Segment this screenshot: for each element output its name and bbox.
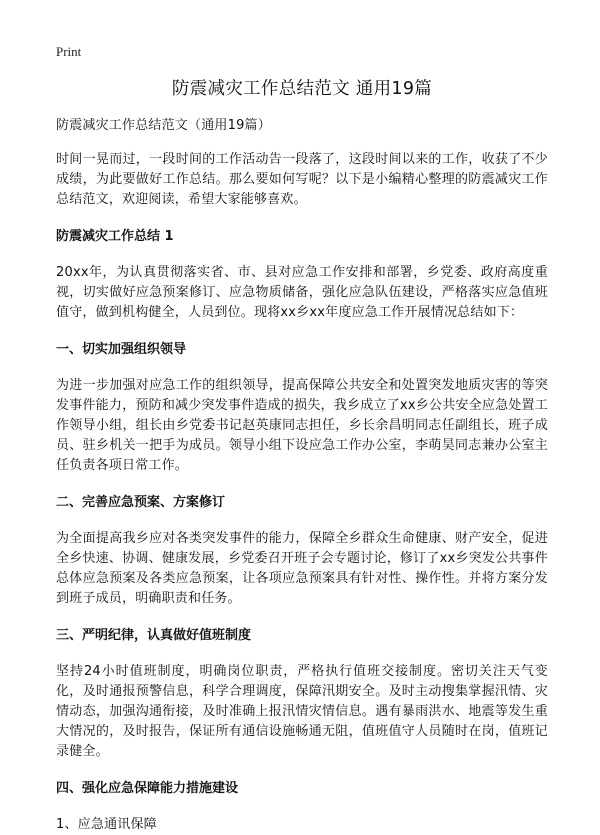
paragraph-duty-system: 坚持24小时值班制度，明确岗位职责，严格执行值班交接制度。密切关注天气变化，及时通报预警信息，科学合理调度，保障汛期安全。及时主动搜集掌握汛情、灾情动态，加强沟通衔接，及时准确上报汛情灾情信息。遇有暴雨洪水、地震等发生重大情况的，及时报告，保证所有通信设施畅通无阻，值班值守人员随时在岗，值班记录健全。 (56, 664, 548, 759)
heading-duty-system: 三、严明纪律，认真做好值班制度 (56, 628, 252, 643)
document-subtitle: 防震减灾工作总结范文（通用19篇） (56, 118, 271, 133)
paragraph-organization: 为进一步加强对应急工作的组织领导，提高保障公共安全和处置突发地质灾害的等突发事件能力，预防和减少突发事件造成的损失，我乡成立了xx乡公共安全应急处置工作领导小组，组长由乡党委书记赵英康同志担任，乡长余昌明同志任副组长，班子成员、驻乡机关一把手为成员。领导小组下设应急工作办公室，李萌昊同志兼办公室主任负责各项日常工作。 (56, 378, 548, 473)
intro-paragraph: 时间一晃而过，一段时间的工作活动告一段落了，这段时间以来的工作，收获了不少成绩，为此要做好工作总结。那么要如何写呢？以下是小编精心整理的防震减灾工作总结范文，欢迎阅读，希望大家能够喜欢。 (56, 152, 548, 207)
section-title: 防震减灾工作总结 1 (56, 229, 174, 244)
list-item: 1、应急通讯保障 (56, 817, 157, 832)
heading-plan-revision: 二、完善应急预案、方案修订 (56, 495, 226, 510)
page-title: 防震减灾工作总结范文 通用19篇 (171, 79, 433, 99)
section-paragraph: 20xx年，为认真贯彻落实省、市、县对应急工作安排和部署，乡党委、政府高度重视，切实做好应急预案修订、应急物质储备，强化应急队伍建设，严格落实应急值班值守，做到机构健全，人员到位。现将xx乡xx年度应急工作开展情况总结如下： (56, 265, 548, 320)
document-body (56, 76, 548, 835)
heading-organization: 一、切实加强组织领导 (56, 342, 187, 357)
heading-emergency-support: 四、强化应急保障能力措施建设 (56, 781, 239, 796)
paragraph-plan-revision: 为全面提高我乡应对各类突发事件的能力，保障全乡群众生命健康、财产安全，促进全乡快速、协调、健康发展，乡党委召开班子会专题讨论，修订了xx乡突发公共事件总体应急预案及各类应急预案，让各项应急预案具有针对性、操作性。并将方案分发到班子成员，明确职责和任务。 (56, 531, 548, 606)
print-link[interactable]: Print (56, 44, 82, 59)
